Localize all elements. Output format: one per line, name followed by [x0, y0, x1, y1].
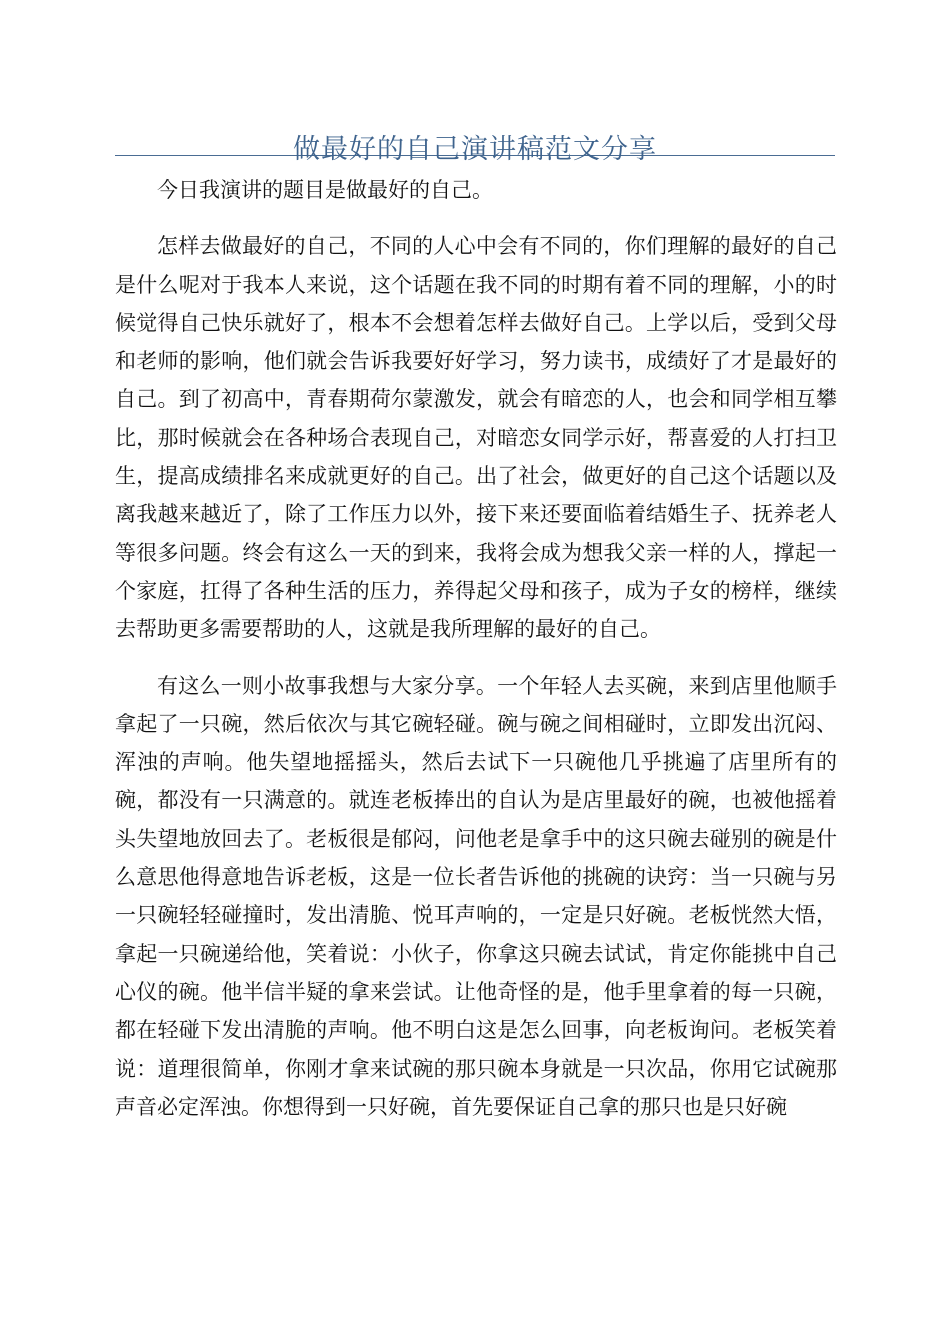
title-header [115, 108, 835, 166]
page-title: 做最好的自己演讲稿范文分享 [293, 134, 657, 166]
paragraph-being-best-self: 怎样去做最好的自己，不同的人心中会有不同的，你们理解的最好的自己是什么呢对于我本人来说，这个话题在我不同的时期有着不同的理解，小的时候觉得自己快乐就好了，根本不会想着怎样去做好自己。上学以后，受到父母和老师的影响，他们就会告诉我要好好学习，努力读书，成绩好了才是最好的自己。到了初高中，青春期荷尔蒙激发，就会有暗恋的人，也会和同学相互攀比，那时候就会在各种场合表现自己，对暗恋女同学示好，帮喜爱的人打扫卫生，提高成绩排名来成就更好的自己。出了社会，做更好的自己这个话题以及离我越来越近了，除了工作压力以外，接下来还要面临着结婚生子、抚养老人等很多问题。终会有这么一天的到来，我将会成为想我父亲一样的人，撑起一个家庭，扛得了各种生活的压力，养得起父母和孩子，成为子女的榜样，继续去帮助更多需要帮助的人，这就是我所理解的最好的自己。 [115, 234, 837, 642]
document-body [115, 171, 837, 1144]
paragraph-intro: 今日我演讲的题目是做最好的自己。 [157, 178, 493, 202]
paragraph-bowl-story: 有这么一则小故事我想与大家分享。一个年轻人去买碗，来到店里他顺手拿起了一只碗，然后依次与其它碗轻碰。碗与碗之间相碰时，立即发出沉闷、浑浊的声响。他失望地摇摇头，然后去试下一只碗他几乎挑遍了店里所有的碗，都没有一只满意的。就连老板捧出的自认为是店里最好的碗，也被他摇着头失望地放回去了。老板很是郁闷，问他老是拿手中的这只碗去碰别的碗是什么意思他得意地告诉老板，这是一位长者告诉他的挑碗的诀窍：当一只碗与另一只碗轻轻碰撞时，发出清脆、悦耳声响的，一定是只好碗。老板恍然大悟，拿起一只碗递给他，笑着说：小伙子，你拿这只碗去试试，肯定你能挑中自己心仪的碗。他半信半疑的拿来尝试。让他奇怪的是，他手里拿着的每一只碗，都在轻碰下发出清脆的声响。他不明白这是怎么回事，向老板询问。老板笑着说：道理很简单，你刚才拿来试碗的那只碗本身就是一只次品，你用它试碗那声音必定浑浊。你想得到一只好碗，首先要保证自己拿的那只也是只好碗 [115, 673, 837, 1119]
